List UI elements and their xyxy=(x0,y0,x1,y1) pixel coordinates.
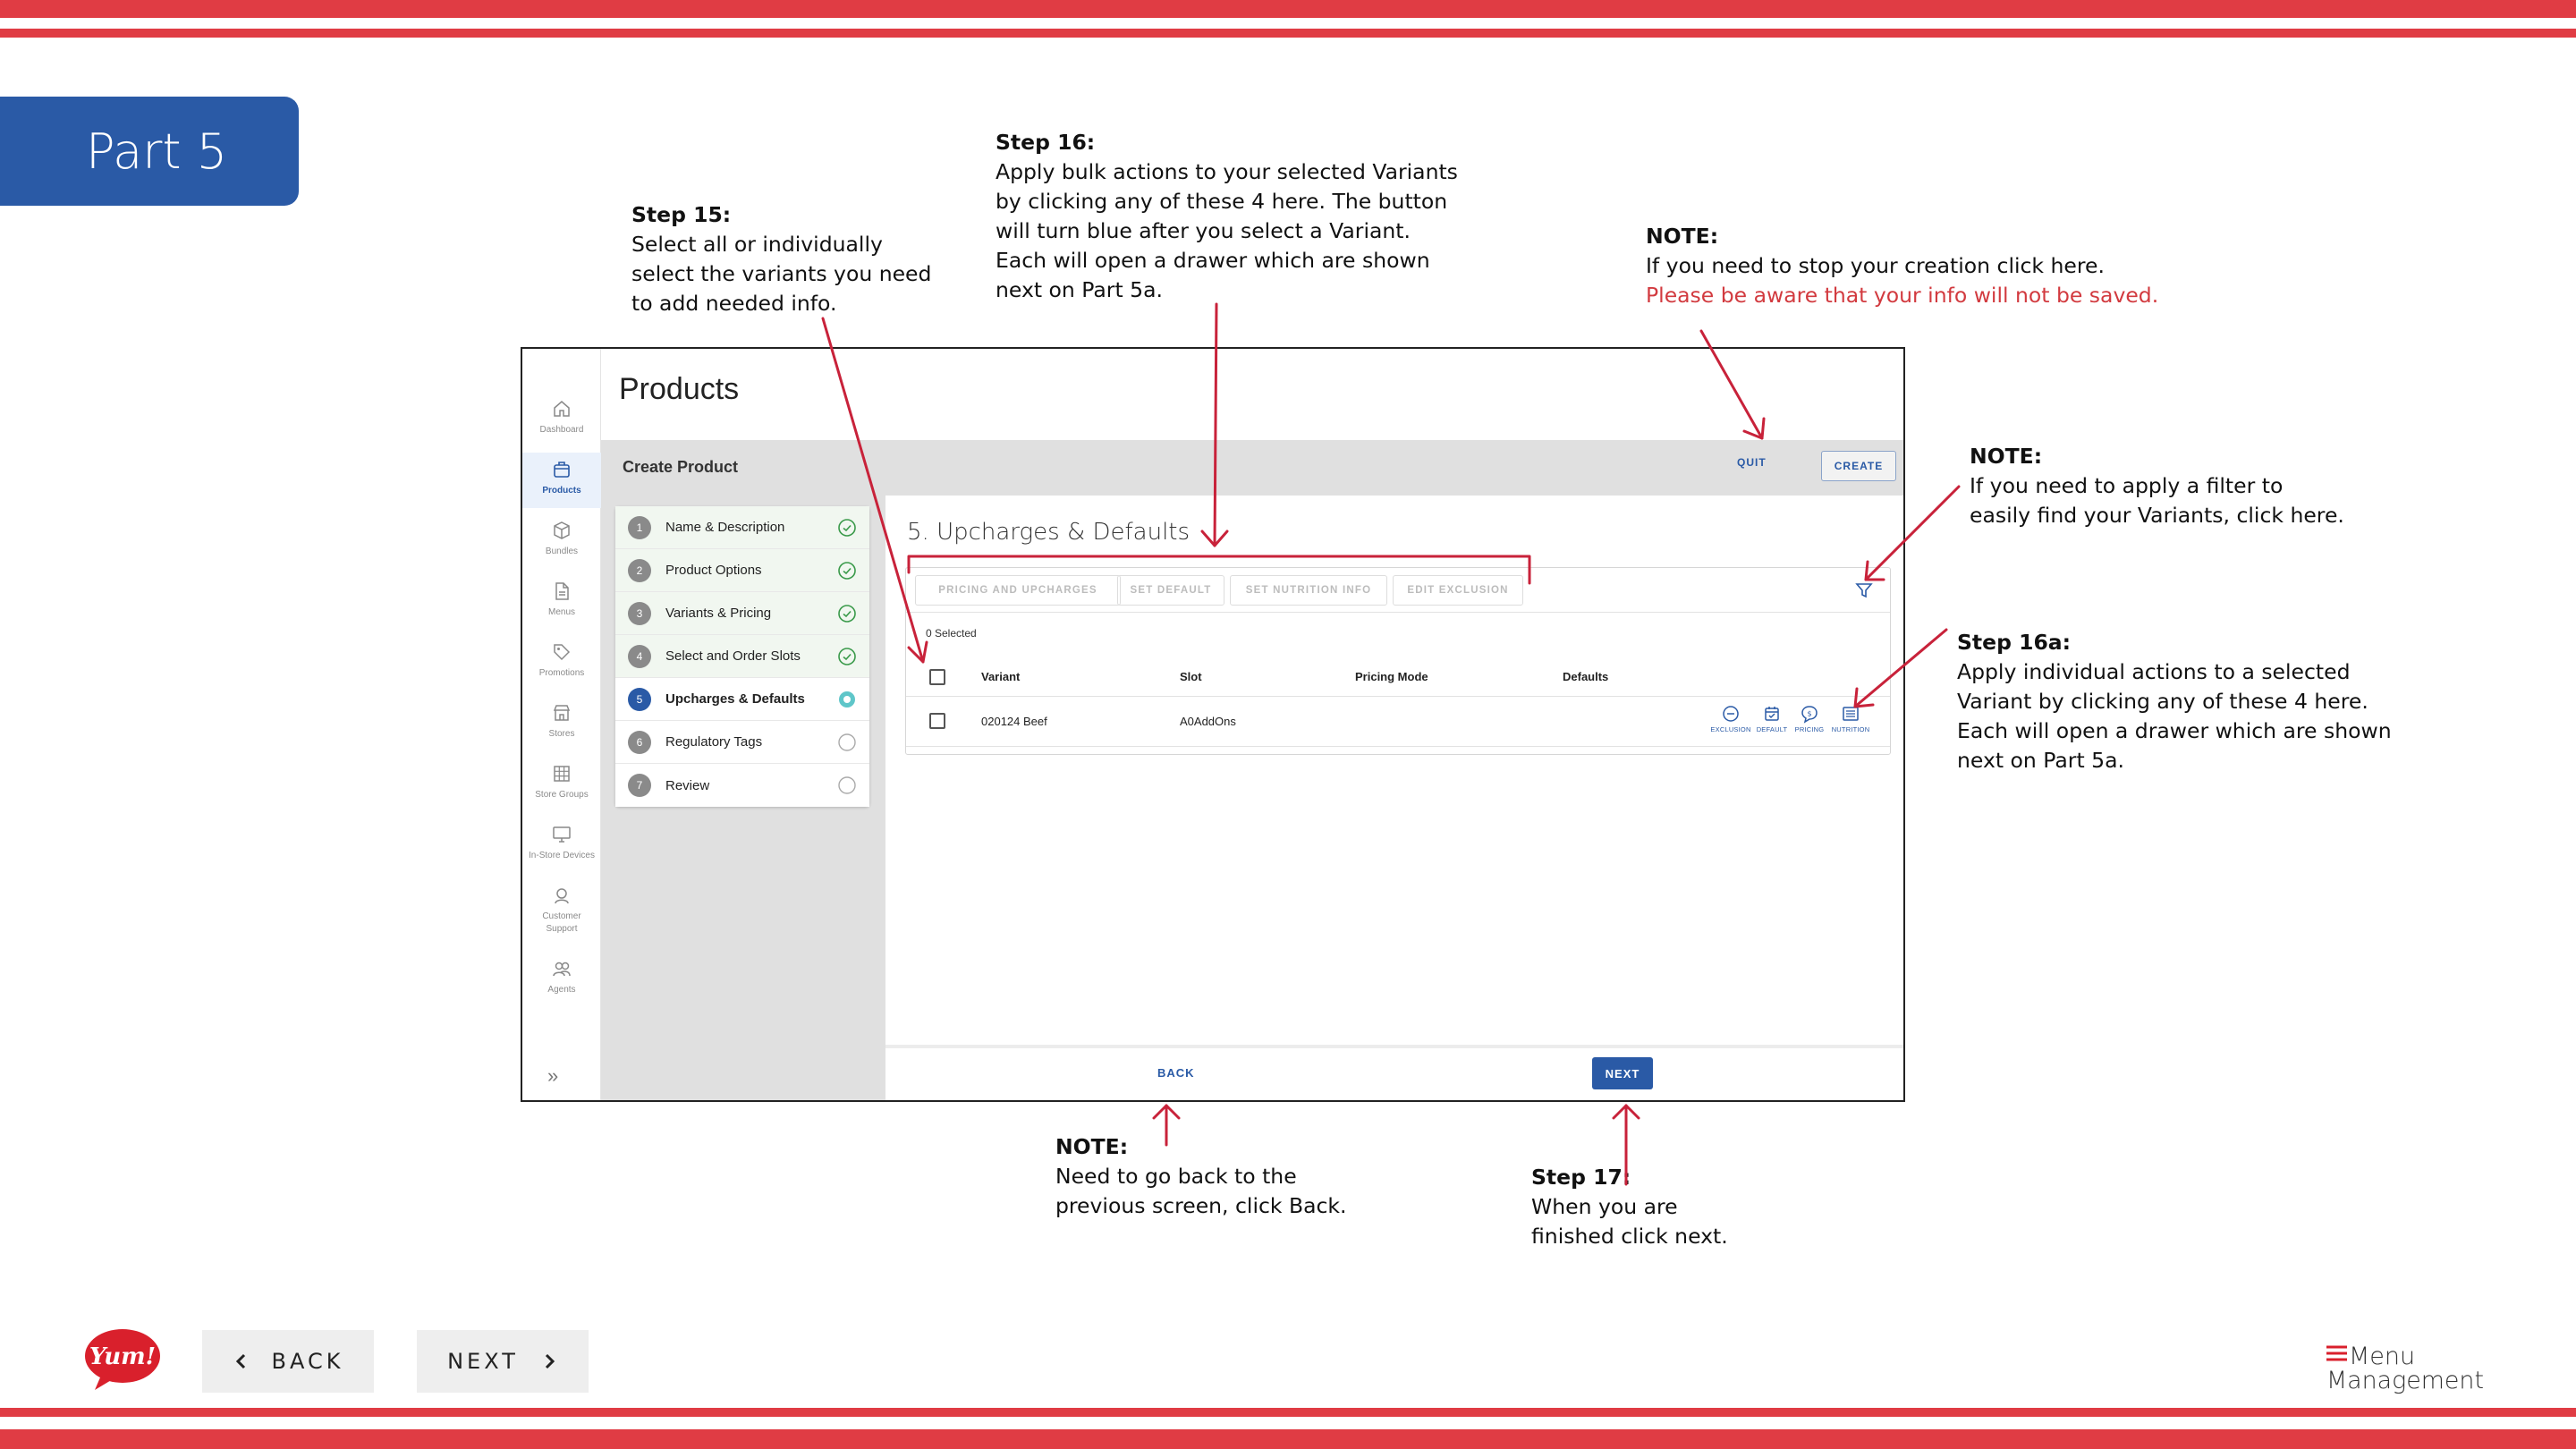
chevron-left-icon xyxy=(233,1350,250,1373)
annotation-line: When you are xyxy=(1531,1194,1678,1219)
column-header-slot[interactable]: Slot xyxy=(1180,670,1202,683)
step-item[interactable] xyxy=(615,549,869,592)
rail-item-stores[interactable] xyxy=(522,696,601,751)
annotation-note-filter xyxy=(1970,442,2344,530)
rail-item-agents[interactable] xyxy=(522,952,601,1007)
step-label: Upcharges & Defaults xyxy=(665,691,805,707)
step-number: 4 xyxy=(628,645,651,668)
rail-label: Menus xyxy=(547,607,575,617)
step-number: 3 xyxy=(628,602,651,625)
annotation-line: Apply bulk actions to your selected Variants xyxy=(996,159,1458,184)
variants-table xyxy=(905,567,1891,755)
slide-next-button[interactable] xyxy=(417,1330,589,1393)
rail-item-menus[interactable] xyxy=(522,574,601,630)
expand-rail-icon[interactable]: » xyxy=(547,1064,559,1087)
menu-management-logo xyxy=(2326,1342,2487,1395)
annotation-line: previous screen, click Back. xyxy=(1055,1193,1347,1218)
steps-list xyxy=(615,506,869,807)
yum-logo-text: Yum! xyxy=(89,1343,157,1370)
step-label: Product Options xyxy=(665,563,762,578)
step-label: Review xyxy=(665,777,710,793)
content-panel xyxy=(886,496,1903,1041)
page-title: Products xyxy=(619,372,740,406)
select-all-checkbox[interactable] xyxy=(929,669,945,685)
step-label: Name & Description xyxy=(665,520,785,535)
calendar-check-icon xyxy=(1762,704,1782,724)
annotation-title: Step 17: xyxy=(1531,1165,1631,1190)
headset-icon xyxy=(551,886,572,905)
annotation-step15 xyxy=(631,200,931,318)
row-nutrition-action[interactable] xyxy=(1831,704,1870,733)
rail-item-in-store-devices[interactable] xyxy=(522,818,601,873)
check-circle-icon xyxy=(837,561,857,580)
row-action-label: EXCLUSION xyxy=(1710,725,1751,733)
rail-label: Products xyxy=(542,486,581,496)
top-stripe-1 xyxy=(0,0,2576,18)
annotation-line: to add needed info. xyxy=(631,291,837,316)
column-header-pricing-mode[interactable]: Pricing Mode xyxy=(1355,670,1428,683)
column-header-defaults[interactable]: Defaults xyxy=(1563,670,1609,683)
cell-variant: 020124 Beef xyxy=(981,715,1047,728)
annotation-line: Variant by clicking any of these 4 here. xyxy=(1957,689,2368,714)
step-number: 7 xyxy=(628,774,651,797)
price-bubble-icon xyxy=(1800,704,1819,724)
monitor-icon xyxy=(551,825,572,844)
annotation-line: Each will open a drawer which are shown xyxy=(1957,718,2392,743)
row-action-label: PRICING xyxy=(1794,725,1825,733)
step-number: 2 xyxy=(628,559,651,582)
annotation-title: Step 16: xyxy=(996,130,1096,155)
annotation-line: will turn blue after you select a Variant. xyxy=(996,218,1411,243)
step-item[interactable] xyxy=(615,721,869,764)
slide-back-label: BACK xyxy=(271,1349,344,1374)
step-number: 5 xyxy=(628,688,651,711)
rail-label: In-Store Devices xyxy=(529,851,595,860)
step-item[interactable] xyxy=(615,506,869,549)
rail-item-products[interactable] xyxy=(522,453,601,508)
step-item[interactable] xyxy=(615,764,869,807)
step-label: Select and Order Slots xyxy=(665,648,801,664)
row-action-label: DEFAULT xyxy=(1756,725,1788,733)
pending-circle-icon xyxy=(837,733,857,752)
row-checkbox[interactable] xyxy=(929,713,945,729)
rail-label: Bundles xyxy=(545,547,579,556)
bottom-stripe-2 xyxy=(0,1429,2576,1449)
annotation-line: If you need to stop your creation click here. xyxy=(1646,253,2105,278)
selected-count: 0 Selected xyxy=(926,627,977,640)
step-number: 6 xyxy=(628,731,651,754)
annotation-title: NOTE: xyxy=(1646,224,1719,249)
step-item-active[interactable] xyxy=(615,678,869,721)
annotation-title: Step 16a: xyxy=(1957,630,2072,655)
set-nutrition-info-button[interactable]: SET NUTRITION INFO xyxy=(1230,575,1387,606)
row-action-label: NUTRITION xyxy=(1831,725,1870,733)
home-icon xyxy=(551,399,572,419)
steps-pane xyxy=(601,496,886,1100)
step-item[interactable] xyxy=(615,635,869,678)
pricing-and-upcharges-button[interactable]: PRICING AND UPCHARGES xyxy=(915,575,1121,606)
set-default-button[interactable]: SET DEFAULT xyxy=(1117,575,1224,606)
section-title: 5. Upcharges & Defaults xyxy=(907,519,1191,546)
slide-next-label: NEXT xyxy=(447,1349,519,1374)
annotation-line: Each will open a drawer which are shown xyxy=(996,248,1430,273)
app-back-button[interactable]: BACK xyxy=(1157,1066,1195,1080)
wizard-footer xyxy=(886,1045,1903,1100)
annotation-line: by clicking any of these 4 here. The button xyxy=(996,189,1448,214)
rail-label: Agents xyxy=(547,985,576,995)
quit-button[interactable]: QUIT xyxy=(1737,456,1767,469)
active-step-icon xyxy=(837,690,857,709)
annotation-note-back xyxy=(1055,1132,1347,1221)
annotation-step17 xyxy=(1531,1163,1728,1251)
annotation-warning: Please be aware that your info will not be saved. xyxy=(1646,283,2159,308)
annotation-title: Step 15: xyxy=(631,202,732,227)
rail-item-bundles[interactable] xyxy=(522,513,601,569)
step-item[interactable] xyxy=(615,592,869,635)
rail-item-promotions[interactable] xyxy=(522,635,601,691)
pending-circle-icon xyxy=(837,775,857,795)
list-icon xyxy=(1841,704,1860,724)
create-product-toolbar xyxy=(601,440,1903,496)
column-header-variant[interactable]: Variant xyxy=(981,670,1021,683)
grid-icon xyxy=(551,764,572,784)
annotation-line: finished click next. xyxy=(1531,1224,1728,1249)
app-window xyxy=(521,347,1905,1102)
annotation-line: select the variants you need xyxy=(631,261,932,286)
tag-icon xyxy=(551,642,572,662)
rail-label: Store Groups xyxy=(535,790,589,800)
rail-label: Stores xyxy=(548,729,575,739)
annotation-step16 xyxy=(996,128,1458,305)
rail-item-customer-support[interactable] xyxy=(522,878,601,943)
annotation-line: next on Part 5a. xyxy=(996,277,1163,302)
part-label: Part 5 xyxy=(86,123,228,180)
app-next-button[interactable]: NEXT xyxy=(1592,1057,1653,1089)
svg-text:$: $ xyxy=(1807,709,1812,718)
yum-logo xyxy=(82,1327,163,1392)
rail-label: Promotions xyxy=(538,668,585,678)
main-area xyxy=(601,349,1903,1100)
rail-item-dashboard[interactable] xyxy=(522,392,601,447)
check-circle-icon xyxy=(837,647,857,666)
annotation-line: easily find your Variants, click here. xyxy=(1970,503,2344,528)
create-button[interactable]: CREATE xyxy=(1821,451,1896,481)
box-icon xyxy=(551,460,572,479)
rail-label: Customer Support xyxy=(542,911,581,934)
bulk-actions-bar xyxy=(906,568,1890,613)
check-circle-icon xyxy=(837,604,857,623)
part-badge xyxy=(0,97,299,206)
row-exclusion-action[interactable] xyxy=(1710,704,1751,733)
minus-circle-icon xyxy=(1721,704,1741,724)
cell-slot: A0AddOns xyxy=(1180,715,1236,728)
logo-line-1: Menu xyxy=(2349,1343,2416,1370)
row-default-action[interactable] xyxy=(1756,704,1788,733)
annotation-line: Apply individual actions to a selected xyxy=(1957,659,2351,684)
rail-item-store-groups[interactable] xyxy=(522,757,601,812)
annotation-step16a xyxy=(1957,628,2392,775)
step-label: Variants & Pricing xyxy=(665,606,772,621)
slide-back-button[interactable] xyxy=(202,1330,374,1393)
chevron-right-icon xyxy=(540,1350,558,1373)
store-icon xyxy=(551,703,572,723)
logo-line-2: Management xyxy=(2326,1367,2484,1394)
nav-rail xyxy=(522,349,601,1100)
check-circle-icon xyxy=(837,518,857,538)
bottom-stripe-1 xyxy=(0,1408,2576,1417)
annotation-line: next on Part 5a. xyxy=(1957,748,2124,773)
annotation-line: Select all or individually xyxy=(631,232,883,257)
document-icon xyxy=(551,581,572,601)
step-number: 1 xyxy=(628,516,651,539)
annotation-note-quit xyxy=(1646,222,2158,310)
top-stripe-2 xyxy=(0,29,2576,38)
people-icon xyxy=(551,959,572,979)
rail-label: Dashboard xyxy=(539,425,584,435)
edit-exclusion-button[interactable]: EDIT EXCLUSION xyxy=(1393,575,1523,606)
step-label: Regulatory Tags xyxy=(665,734,763,750)
annotation-title: NOTE: xyxy=(1970,444,2043,469)
table-header xyxy=(906,657,1890,697)
annotation-title: NOTE: xyxy=(1055,1134,1129,1159)
cube-icon xyxy=(551,521,572,540)
row-pricing-action[interactable] xyxy=(1793,704,1826,733)
annotation-line: Need to go back to the xyxy=(1055,1164,1297,1189)
table-row[interactable] xyxy=(906,697,1890,747)
annotation-line: If you need to apply a filter to xyxy=(1970,473,2284,498)
toolbar-title: Create Product xyxy=(623,458,739,476)
filter-icon[interactable] xyxy=(1854,580,1874,600)
